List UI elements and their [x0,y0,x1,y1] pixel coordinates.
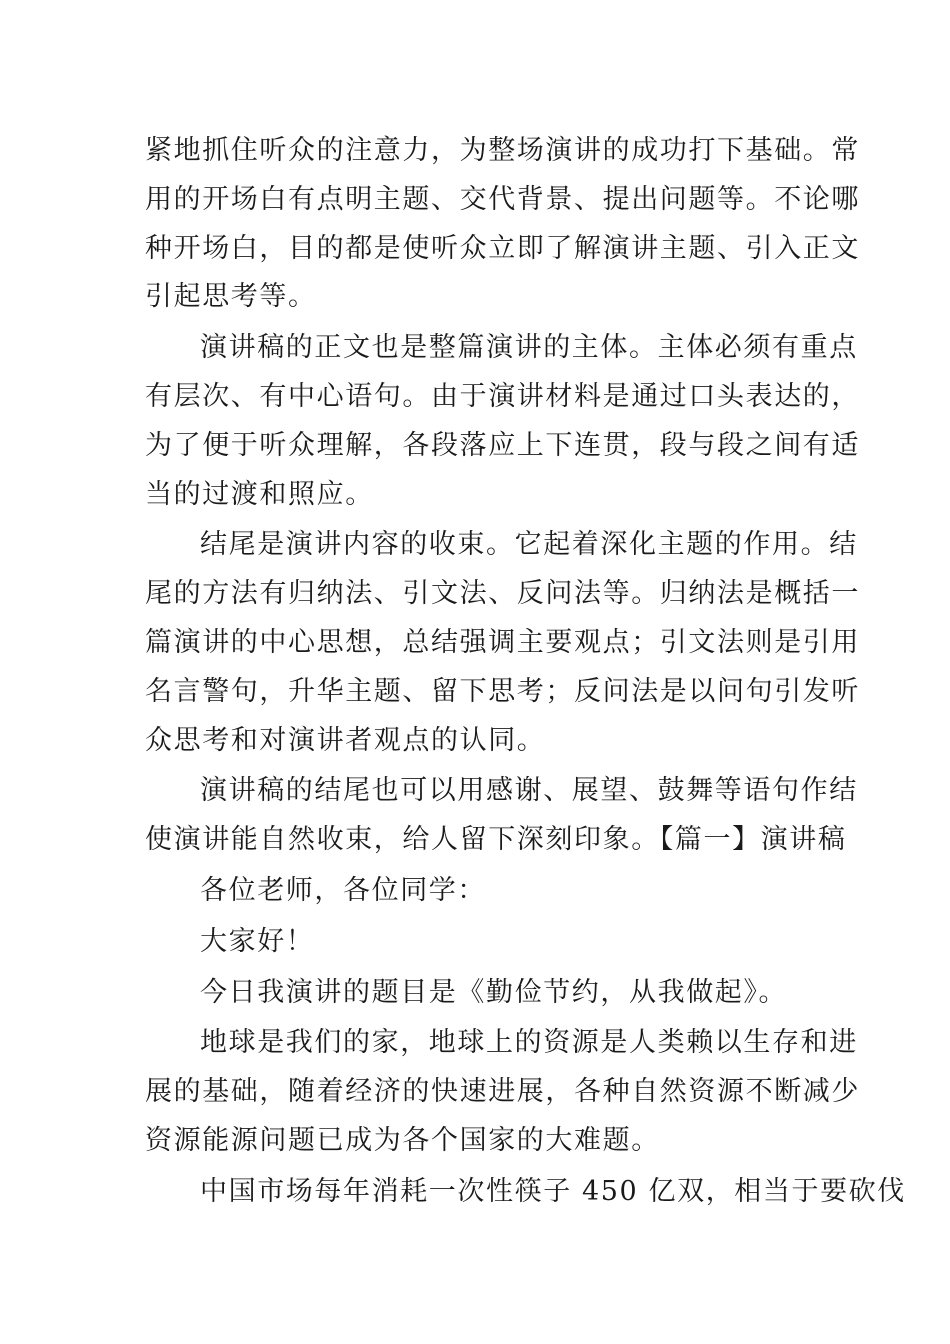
text-line: 紧地抓住听众的注意力，为整场演讲的成功打下基础。常 [145,135,860,166]
paragraph-first-line: 地球是我们的家，地球上的资源是人类赖以生存和进 [200,1027,858,1059]
text-line: 使演讲能自然收束，给人留下深刻印象。【篇一】演讲稿 [145,824,847,856]
text-line: 引起思考等。 [145,281,317,313]
paragraph-first-line: 结尾是演讲内容的收束。它起着深化主题的作用。结 [200,529,858,561]
text-line: 用的开场白有点明主题、交代背景、提出问题等。不论哪 [145,183,860,215]
greeting-line: 大家好！ [200,925,315,957]
text-line: 为了便于听众理解，各段落应上下连贯，段与段之间有适 [145,429,860,461]
text-line: 众思考和对演讲者观点的认同。 [145,724,546,756]
text-line: 篇演讲的中心思想，总结强调主要观点；引文法则是引用 [145,626,860,658]
text-line: 名言警句，升华主题、留下思考；反问法是以问句引发听 [145,675,860,707]
paragraph-first-line: 演讲稿的正文也是整篇演讲的主体。主体必须有重点 [200,332,858,364]
document-body [145,127,906,1217]
text-line: 尾的方法有归纳法、引文法、反问法等。归纳法是概括一 [145,578,860,610]
paragraph-first-line: 中国市场每年消耗一次性筷子 450 亿双，相当于要砍伐 [200,1175,906,1207]
text-line: 当的过渡和照应。 [145,478,374,510]
text-line: 资源能源问题已成为各个国家的大难题。 [145,1124,660,1156]
salutation-line: 各位老师，各位同学： [200,874,486,906]
speech-title-line: 今日我演讲的题目是《勤俭节约，从我做起》。 [200,976,788,1008]
text-line: 有层次、有中心语句。由于演讲材料是通过口头表达的， [145,380,860,412]
text-line: 展的基础，随着经济的快速进展，各种自然资源不断减少 [145,1076,860,1108]
paragraph-first-line: 演讲稿的结尾也可以用感谢、展望、鼓舞等语句作结 [200,775,858,807]
text-line: 种开场白，目的都是使听众立即了解演讲主题、引入正文 [145,232,860,264]
